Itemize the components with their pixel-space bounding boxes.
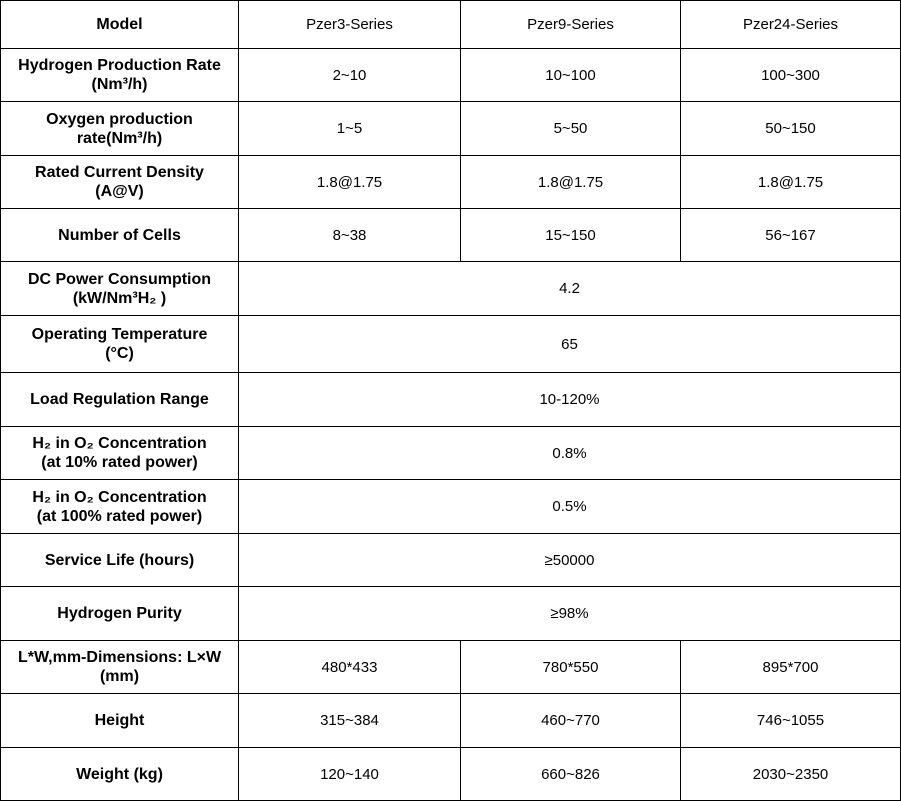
row-label <box>1 641 239 694</box>
shared-value-cell: 4.2 <box>239 262 901 316</box>
row-label-line: (A@V) <box>95 183 144 200</box>
row-label-line: Weight (kg) <box>76 765 163 783</box>
value-cell: 2030~2350 <box>681 748 901 801</box>
row-label-line: Height <box>94 712 145 729</box>
row-label <box>1 262 239 316</box>
row-label <box>1 373 239 427</box>
value-cell: 780*550 <box>461 641 681 694</box>
table-row <box>1 156 901 209</box>
row-label-line: (kW/Nm³H₂ ) <box>72 289 167 307</box>
shared-value-cell: 10-120% <box>239 373 901 427</box>
value-cell: 120~140 <box>239 748 461 801</box>
header-model-cell: Pzer3-Series <box>239 1 461 49</box>
row-label <box>1 316 239 373</box>
row-label-line: Oxygen production <box>46 110 193 128</box>
row-label-line: H₂ in O₂ Concentration <box>32 488 207 506</box>
row-label <box>1 156 239 209</box>
header-model-cell: Pzer24-Series <box>681 1 901 49</box>
row-label-line: Hydrogen Purity <box>57 605 182 622</box>
row-label <box>1 587 239 641</box>
shared-value-cell: 0.5% <box>239 480 901 534</box>
row-label <box>1 748 239 801</box>
row-label-line: Load Regulation Range <box>30 391 209 408</box>
row-label-line: (Nm³/h) <box>91 76 148 93</box>
value-cell: 895*700 <box>681 641 901 694</box>
row-label-line: DC Power Consumption <box>27 270 212 288</box>
row-label <box>1 49 239 102</box>
row-label-line: (°C) <box>105 345 134 362</box>
row-label-line: rate(Nm³/h) <box>76 129 163 147</box>
row-label-line: Hydrogen Production Rate <box>18 57 221 74</box>
value-cell: 1.8@1.75 <box>681 156 901 209</box>
value-cell: 100~300 <box>681 49 901 102</box>
header-label: Model <box>1 1 239 49</box>
table-row <box>1 587 901 641</box>
value-cell: 2~10 <box>239 49 461 102</box>
row-label <box>1 694 239 748</box>
value-cell: 1.8@1.75 <box>461 156 681 209</box>
row-label <box>1 427 239 480</box>
table-row <box>1 373 901 427</box>
value-cell: 8~38 <box>239 209 461 262</box>
row-label <box>1 102 239 156</box>
value-cell: 746~1055 <box>681 694 901 748</box>
table-row <box>1 641 901 694</box>
shared-value-cell: 65 <box>239 316 901 373</box>
table-row <box>1 262 901 316</box>
value-cell: 1.8@1.75 <box>239 156 461 209</box>
table-row <box>1 694 901 748</box>
value-cell: 10~100 <box>461 49 681 102</box>
table-row <box>1 427 901 480</box>
row-label-line: (at 10% rated power) <box>41 454 198 471</box>
value-cell: 315~384 <box>239 694 461 748</box>
row-label <box>1 209 239 262</box>
table-row <box>1 102 901 156</box>
value-cell: 56~167 <box>681 209 901 262</box>
row-label <box>1 534 239 587</box>
row-label-line: Number of Cells <box>58 226 181 244</box>
value-cell: 480*433 <box>239 641 461 694</box>
row-label-line: (at 100% rated power) <box>36 507 203 525</box>
row-label-line: Rated Current Density <box>35 164 204 181</box>
value-cell: 15~150 <box>461 209 681 262</box>
value-cell: 50~150 <box>681 102 901 156</box>
header-model-cell: Pzer9-Series <box>461 1 681 49</box>
value-cell: 660~826 <box>461 748 681 801</box>
row-label-line: Operating Temperature <box>31 326 208 343</box>
table-row <box>1 49 901 102</box>
table-row <box>1 534 901 587</box>
value-cell: 5~50 <box>461 102 681 156</box>
header-row <box>1 1 901 49</box>
row-label-line: Service Life (hours) <box>44 551 195 569</box>
value-cell: 1~5 <box>239 102 461 156</box>
spec-table-body <box>1 1 901 801</box>
table-row <box>1 748 901 801</box>
row-label <box>1 480 239 534</box>
shared-value-cell: 0.8% <box>239 427 901 480</box>
table-row <box>1 209 901 262</box>
table-row <box>1 316 901 373</box>
row-label-line: L*W,mm-Dimensions: L×W <box>17 649 222 666</box>
table-row <box>1 480 901 534</box>
row-label-line: H₂ in O₂ Concentration <box>32 435 207 452</box>
shared-value-cell: ≥50000 <box>239 534 901 587</box>
row-label-line: (mm) <box>99 668 140 685</box>
value-cell: 460~770 <box>461 694 681 748</box>
shared-value-cell: ≥98% <box>239 587 901 641</box>
